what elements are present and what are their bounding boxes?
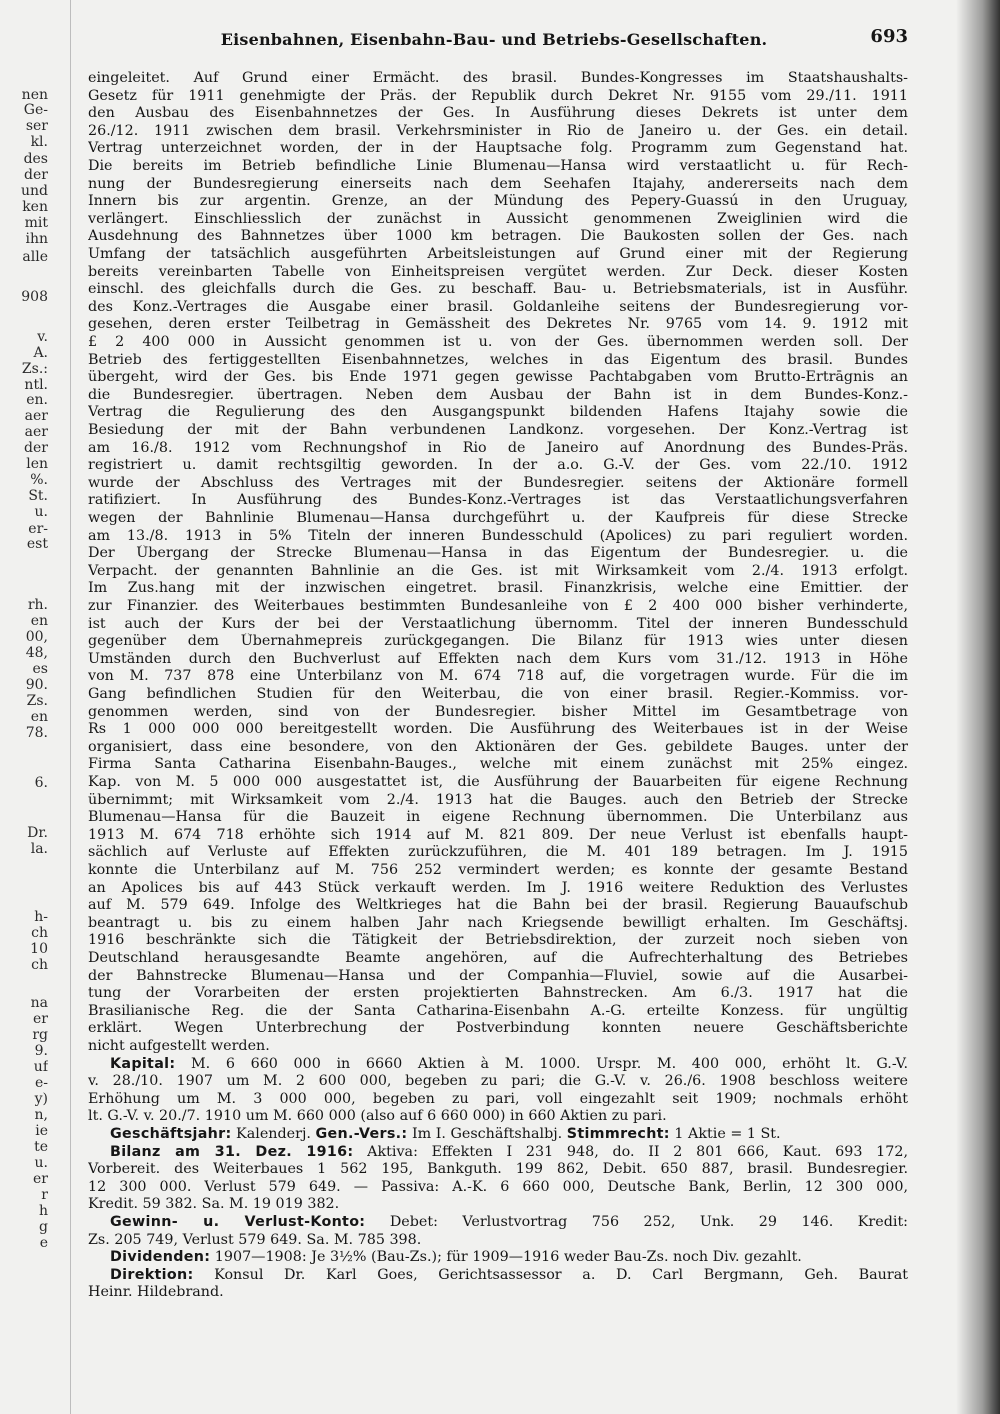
margin-fragment: Dr.	[27, 826, 48, 841]
margin-fragment: 48,	[25, 646, 48, 661]
margin-fragment: er-	[28, 522, 48, 537]
kapital-line	[88, 1091, 908, 1108]
line-text: Der Übergang der Strecke Blumenau—Hansa in das Eigentum der Bundesregier. u. die	[88, 545, 908, 562]
margin-fragment: te	[34, 1140, 48, 1155]
line-text: wegen der Bahnlinie Blumenau—Hansa durchgeführt u. der Kaufpreis für diese Strecke	[88, 510, 908, 526]
gen-vers-value: Im I. Geschäftshalbj.	[411, 1126, 563, 1142]
line-text: Heinr. Hildebrand.	[88, 1284, 224, 1301]
line-text: an Apolices bis auf 443 Stück verkauft werden. Im J. 1916 weitere Reduktion des Verlustes	[88, 879, 908, 896]
kapital-line	[88, 1073, 908, 1090]
body-text-line	[88, 968, 908, 985]
gewinn-label: Gewinn- u. Verlust-Konto:	[110, 1214, 366, 1230]
body-text-line	[88, 827, 908, 844]
line-text: bereits vereinbarten Tabelle von Einheitspreisen vergütet werden. Zur Deck. dieser Kosten	[88, 263, 908, 280]
body-text-line	[88, 563, 908, 580]
body-text-line	[88, 1020, 908, 1037]
line-text: eingeleitet. Auf Grund einer Ermächt. des brasil. Bundes-Kongresses im Staatshaushalts-	[88, 70, 908, 86]
geschaeftsjahr-value: Kalenderj.	[236, 1126, 311, 1142]
body-text-line	[88, 140, 908, 157]
gewinn-line	[88, 1232, 908, 1249]
line-text: konnte die Unterbilanz auf M. 756 252 vermindert werden; es konnte der gesamte Bestand	[88, 862, 908, 878]
line-text: genommen werden, sind von der Bundesregier. bisher Mittel im Gesamtbetrage von	[88, 703, 908, 720]
margin-fragment: ser	[25, 119, 48, 134]
stimmrecht-value: 1 Aktie = 1 St.	[674, 1126, 781, 1142]
margin-fragment: ch	[31, 958, 48, 973]
margin-fragment: h	[38, 1204, 48, 1219]
margin-fragment: en	[30, 614, 48, 629]
body-text-line	[88, 862, 908, 879]
line-text: Im Zus.hang mit der inzwischen eingetret. brasil. Finanzkrisis, welche eine Emittier. der	[88, 580, 908, 597]
line-text: Deutschland herausgesandte Beamte angehören, auf die Aufrechterhaltung des Betriebes	[88, 950, 908, 966]
margin-fragment: er	[33, 1012, 48, 1027]
line-text: M. 6 660 000 in 6660 Aktien à M. 1000. Urspr. M. 400 000, erhöht lt. G.-V.	[191, 1055, 908, 1072]
line-text: Konsul Dr. Karl Goes, Gerichtsassessor a. D. Carl Bergmann, Geh. Baurat	[214, 1266, 908, 1283]
kapital-label: Kapital:	[110, 1055, 176, 1072]
body-text-line	[88, 352, 908, 369]
direktion-label: Direktion:	[110, 1266, 194, 1283]
line-text: registriert u. damit rechtsgiltig geworden. In der a.o. G.-V. der Ges. vom 22./10. 1912	[88, 457, 908, 474]
body-text-line	[88, 492, 908, 509]
body-text-line	[88, 580, 908, 597]
line-text: Gang befindlichen Studien für den Weiterbau, die von einer brasil. Regier.-Kommiss. vor-	[88, 686, 908, 702]
line-text: Innern bis zur argentin. Grenze, an der Mündung des Pepery-Guassú in den Uruguay,	[88, 193, 908, 210]
body-text-line	[88, 915, 908, 932]
line-text: des Konz.-Vertrages die Ausgabe einer brasil. Goldanleihe seitens der Bundesregierung vor-	[88, 298, 908, 315]
margin-fragment: nen	[21, 88, 48, 103]
line-text: Zs. 205 749, Verlust 579 649. Sa. M. 785 398.	[88, 1231, 422, 1248]
line-text: nicht aufgestellt werden.	[88, 1038, 270, 1054]
body-text-line	[88, 616, 908, 633]
body-text-line	[88, 633, 908, 650]
margin-fragment: 6.	[34, 776, 48, 791]
body-text-line	[88, 457, 908, 474]
body-text-line	[88, 510, 908, 527]
line-text: £ 2 400 000 in Aussicht genommen ist u. von der Ges. übernommen werden soll. Der	[88, 334, 908, 350]
margin-fragment: y)	[34, 1092, 48, 1107]
dividenden-label: Dividenden:	[110, 1249, 211, 1266]
margin-fragment: mit	[24, 216, 48, 231]
margin-fragment: la.	[30, 842, 48, 857]
body-text-line	[88, 193, 908, 210]
margin-fragment: St.	[28, 489, 48, 504]
body-text-line	[88, 598, 908, 615]
line-text: v. 28./10. 1907 um M. 2 600 000, begeben zu pari; die G.-V. v. 26./6. 1908 beschloss weitere	[88, 1073, 908, 1090]
margin-fragment: v.	[37, 330, 48, 345]
body-text-line	[88, 721, 908, 738]
body-text-line	[88, 756, 908, 773]
margin-fragment: des	[23, 152, 48, 167]
margin-fragment: aer	[24, 425, 48, 440]
margin-fragment: r	[41, 1188, 48, 1203]
margin-fragment: 78.	[25, 726, 48, 741]
body-text-line	[88, 264, 908, 281]
body-text-line	[88, 668, 908, 685]
line-text: Firma Santa Catharina Eisenbahn-Bauges., welche mit einem zunächst mit 25% eingez.	[88, 756, 908, 773]
line-text: Vertrag unterzeichnet worden, der in der Hauptsache folg. Programm zum Gegenstand hat.	[88, 140, 908, 157]
body-text-line	[88, 932, 908, 949]
body-text-line	[88, 334, 908, 351]
line-text: verlängert. Einschliesslich der zunächst in Aussicht genommenen Zweiglinien wird die	[88, 210, 908, 227]
body-text-line	[88, 105, 908, 122]
line-text: Blumenau—Hansa für die Bauzeit in eigene Rechnung übernommen. Die Unterbilanz aus	[88, 809, 908, 826]
body-text-line	[88, 950, 908, 967]
margin-fragment: 10	[30, 942, 48, 957]
margin-fragment: u.	[34, 1156, 48, 1171]
margin-fragment: 9.	[34, 1044, 48, 1059]
margin-fragment: ie	[35, 1124, 48, 1139]
line-text: Besiedung der mit der Bahn verbundenen Landkonz. vorgesehen. Der Konz.-Vertrag ist	[88, 422, 908, 438]
line-text: Erhöhung um M. 3 000 000, begeben zu pari, voll eingezahlt seit 1909; nochmals erhöht	[88, 1090, 908, 1107]
body-text-line	[88, 228, 908, 245]
direktion-line	[88, 1284, 908, 1301]
line-text: Umfang der tatsächlich ausgeführten Arbeitsleistungen auf Grund einer mit der Regierung	[88, 246, 908, 262]
line-text: von M. 737 878 eine Unterbilanz von M. 674 718 auf, die vorgetragen wurde. Für die im	[88, 668, 908, 685]
line-text: gegenüber dem Übernahmepreis zurückgegangen. Die Bilanz für 1913 wies unter diesen	[88, 633, 908, 650]
margin-fragment: aer	[24, 409, 48, 424]
margin-fragment: und	[21, 184, 48, 199]
margin-fragment: alle	[22, 250, 48, 265]
line-text: 26./12. 1911 zwischen dem brasil. Verkehrsminister in Rio de Janeiro u. der Ges. ein detail.	[88, 122, 908, 139]
line-text: beantragt u. bis zu einem halben Jahr nach Kriegsende bewilligt erhalten. Im Geschäftsj.	[88, 914, 908, 931]
line-text: Kredit. 59 382. Sa. M. 19 019 382.	[88, 1196, 340, 1213]
kapital-line	[88, 1108, 908, 1125]
main-column	[88, 70, 908, 1400]
direktion-line	[88, 1267, 908, 1284]
body-text-line	[88, 70, 908, 87]
margin-fragment: h-	[34, 910, 48, 925]
margin-fragment: der	[24, 168, 48, 183]
line-text: die Bundesregier. übertragen. Neben dem Ausbau der Bahn ist in dem Bundes-Konz.-	[88, 386, 908, 403]
body-text-line	[88, 774, 908, 791]
margin-fragment: es	[32, 662, 48, 677]
body-text-line	[88, 299, 908, 316]
line-text: Debet: Verlustvortrag 756 252, Unk. 29 146. Kredit:	[389, 1214, 908, 1230]
line-text: Gesetz für 1911 genehmigte der Präs. der Republik durch Dekret Nr. 9155 vom 29./11. 1911	[88, 87, 908, 104]
geschaeftsjahr-line	[88, 1126, 908, 1143]
body-text-line	[88, 123, 908, 140]
body-text-line	[88, 844, 908, 861]
margin-fragment: en	[30, 710, 48, 725]
line-text: 1916 beschränkte sich die Tätigkeit der Betriebsdirektion, der zurzeit noch sieben von	[88, 932, 908, 949]
margin-fragment: e-	[34, 1076, 48, 1091]
line-text: Kap. von M. 5 000 000 ausgestattet ist, die Ausführung der Bauarbeiten für eigene Rechnung	[88, 774, 908, 790]
margin-fragment: en.	[26, 393, 48, 408]
body-text-line	[88, 369, 908, 386]
line-text: Verpacht. der genannten Bahnlinie an die Ges. ist mit Wirksamkeit vom 2./4. 1913 erfolgt.	[88, 562, 908, 579]
line-text: den Ausbau des Eisenbahnnetzes der Ges. In Ausführung dieses Dekrets ist unter dem	[88, 105, 908, 122]
margin-fragment: na	[30, 996, 48, 1011]
line-text: übernimmt; mit Wirksamkeit vom 2./4. 1913 hat die Bauges. auch den Betrieb der Strecke	[88, 791, 908, 808]
body-text-line	[88, 404, 908, 421]
line-text: wurde der Abschluss des Vertrages mit der Bundesregier. seitens der Aktionäre formell	[88, 474, 908, 491]
line-text: übergeht, wird der Ges. bis Ende 1971 gegen gewisse Pachtabgaben vom Brutto-Ertrāgnis an	[88, 369, 908, 386]
bilanz-label: Bilanz am 31. Dez. 1916:	[110, 1143, 354, 1160]
body-text-line	[88, 704, 908, 721]
margin-fragment: 90.	[25, 678, 48, 693]
gewinn-line	[88, 1214, 908, 1231]
line-text: auf M. 579 649. Infolge des Weltkrieges hat die Bahn bei der brasil. Regierung Bauaufschub	[88, 897, 908, 914]
margin-fragment: Zs.	[26, 694, 48, 709]
stimmrecht-label: Stimmrecht:	[566, 1126, 670, 1142]
line-text: der Bahnstrecke Blumenau—Hansa und der Companhia—Fluviel, sowie auf die Ausarbei-	[88, 967, 908, 984]
body-text-line	[88, 792, 908, 809]
margin-fragment: er	[33, 1172, 48, 1187]
body-text-line	[88, 316, 908, 333]
body-text-line	[88, 158, 908, 175]
line-text: Die bereits im Betrieb befindliche Linie Blumenau—Hansa wird verstaatlicht u. für Rech-	[88, 158, 908, 174]
gen-vers-label: Gen.-Vers.:	[315, 1126, 408, 1142]
line-text: am 13./8. 1913 in 5% Titeln der inneren Bundesschuld (Apolices) zu pari reguliert worden.	[88, 527, 908, 544]
body-text-line	[88, 528, 908, 545]
bilanz-line	[88, 1196, 908, 1213]
line-text: organisiert, dass eine besondere, von den Aktionären der Ges. gebildete Bauges. unter der	[88, 738, 908, 755]
line-text: Umständen durch den Buchverlust auf Effekten nach dem Kurs vom 31./12. 1913 in Höhe	[88, 650, 908, 667]
body-text-line	[88, 422, 908, 439]
margin-fragment: kl.	[30, 135, 48, 150]
margin-fragment: 00,	[25, 630, 48, 645]
margin-fragment: ntl.	[24, 378, 48, 393]
margin-fragment: e	[39, 1236, 48, 1251]
body-text-line	[88, 739, 908, 756]
line-text: Vertrag die Regulierung des den Ausgangspunkt bildenden Hafens Itajahy sowie die	[88, 404, 908, 421]
body-text-line	[88, 651, 908, 668]
margin-fragment: ihn	[25, 232, 48, 247]
margin-fragment: %.	[30, 473, 48, 488]
body-text-line	[88, 686, 908, 703]
body-text-line	[88, 880, 908, 897]
geschaeftsjahr-label: Geschäftsjahr:	[110, 1126, 232, 1142]
line-text: erklärt. Wegen Unterbrechung der Postverbindung konnten neuere Geschäftsberichte	[88, 1020, 908, 1037]
body-text-line	[88, 246, 908, 263]
margin-fragment: Ge-	[23, 103, 48, 118]
line-text: tung der Vorarbeiten der ersten projektierten Bahnstrecken. Am 6./3. 1917 hat die	[88, 985, 908, 1002]
margin-fragment: Zs.:	[21, 362, 48, 377]
margin-fragment: ch	[31, 926, 48, 941]
line-text: Brasilianische Reg. die der Santa Catharina-Eisenbahn A.-G. erteilte Konzess. für ungültig	[88, 1002, 908, 1019]
margin-fragment: 908	[21, 290, 48, 305]
line-text: gesehen, deren erster Teilbetrag in Gemässheit des Dekretes Nr. 9765 vom 14. 9. 1912 mit	[88, 316, 908, 333]
bilanz-line	[88, 1144, 908, 1161]
bilanz-line	[88, 1179, 908, 1196]
body-text-line	[88, 211, 908, 228]
margin-fragment: uf	[33, 1060, 48, 1075]
margin-fragment: rh.	[27, 598, 48, 613]
line-text: 1913 M. 674 718 erhöhte sich 1914 auf M. 821 809. Der neue Verlust ist ebenfalls haupt-	[88, 826, 908, 843]
page-edge-shadow	[956, 0, 1000, 1414]
body-text-line	[88, 88, 908, 105]
margin-fragment: A.	[33, 346, 48, 361]
page-number: 693	[870, 26, 908, 47]
line-text: Betrieb des fertiggestellten Eisenbahnnetzes, welches in das Eigentum des brasil. Bundes	[88, 351, 908, 368]
line-text: am 16./8. 1912 vom Rechnungshof in Rio de Janeiro auf Anordnung des Bundes-Präs.	[88, 439, 908, 456]
margin-fragment: n,	[34, 1108, 48, 1123]
line-text: Ausdehnung des Bahnnetzes über 1000 km betragen. Die Baukosten sollen der Ges. nach	[88, 228, 908, 245]
line-text: zur Finanzier. des Weiterbaues bestimmten Bundesanleihe von £ 2 400 000 bisher verhinderte,	[88, 598, 908, 614]
body-text-line	[88, 281, 908, 298]
margin-fragment: g	[39, 1220, 48, 1235]
bilanz-line	[88, 1161, 908, 1178]
line-text: Rs 1 000 000 000 bereitgestellt worden. Die Ausführung des Weiterbaues ist in der Weise	[88, 721, 908, 738]
body-text-line	[88, 1038, 908, 1055]
line-text: lt. G.-V. v. 20./7. 1910 um M. 660 000 (also auf 6 660 000) in 660 Aktien zu pari.	[88, 1108, 667, 1125]
line-text: einschl. des gleichfalls durch die Ges. zu beschaff. Bau- u. Betriebsmaterials, ist in Ausführ.	[88, 281, 908, 298]
line-text: ist auch der Kurs der bei der Verstaatlichung übernomm. Titel der inneren Bundesschuld	[88, 615, 908, 632]
line-text: nung der Bundesregierung einerseits nach dem Seehafen Itajahy, andererseits nach dem	[88, 175, 908, 192]
running-title: Eisenbahnen, Eisenbahn-Bau- und Betriebs-Gesellschaften.	[220, 30, 768, 49]
margin-fragment: est	[26, 537, 48, 552]
line-text: ratifiziert. In Ausführung des Bundes-Konz.-Vertrages ist das Verstaatlichungsverfahren	[88, 492, 908, 509]
line-text: 12 300 000. Verlust 579 649. — Passiva: A.-K. 6 660 000, Deutsche Bank, Berlin, 12 300 000,	[88, 1178, 908, 1195]
margin-fragment: ken	[22, 200, 48, 215]
body-text-line	[88, 176, 908, 193]
body-text-line	[88, 387, 908, 404]
body-text-line	[88, 897, 908, 914]
body-text-line	[88, 475, 908, 492]
margin-fragment: rg	[32, 1028, 48, 1043]
line-text: sächlich auf Verluste auf Effekten zurückzuführen, die M. 401 189 betragen. Im J. 1915	[88, 844, 908, 861]
body-text-line	[88, 985, 908, 1002]
line-text: Aktiva: Effekten I 231 948, do. II 2 801 666, Kaut. 693 172,	[367, 1143, 908, 1160]
previous-column-fragments	[0, 0, 71, 1414]
body-text-line	[88, 1003, 908, 1020]
margin-fragment: der	[24, 441, 48, 456]
dividenden-line	[88, 1249, 908, 1266]
margin-fragment: u.	[34, 505, 48, 520]
body-text-line	[88, 809, 908, 826]
body-text-line	[88, 545, 908, 562]
kapital-line	[88, 1056, 908, 1073]
line-text: 1907—1908: Je 3½% (Bau-Zs.); für 1909—1916 weder Bau-Zs. noch Div. gezahlt.	[214, 1249, 802, 1266]
line-text: Vorbereit. des Weiterbaues 1 562 195, Bankguth. 199 862, Debit. 650 887, brasil. Bundesregier.	[88, 1161, 908, 1178]
page-header	[84, 26, 914, 54]
body-text-line	[88, 440, 908, 457]
margin-fragment: len	[26, 457, 48, 472]
